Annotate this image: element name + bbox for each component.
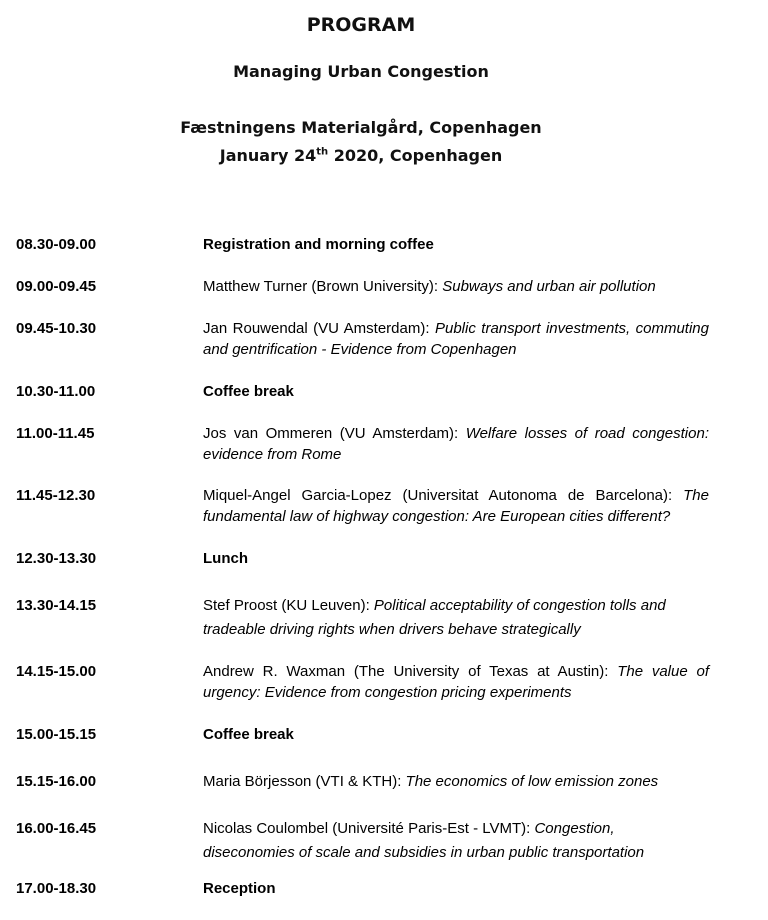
speaker-name: Nicolas Coulombel (Université Paris-Est - LVMT): <box>203 820 535 837</box>
schedule-time: 14.15-15.00 <box>16 663 97 680</box>
talk-title: The value of urgency: Evidence from congestion pricing experiments <box>203 663 709 701</box>
schedule-event: Registration and morning coffee <box>203 236 434 253</box>
talk-title: Congestion, <box>534 820 615 837</box>
speaker-name: Andrew R. Waxman (The University of Texas at Austin): <box>203 663 618 680</box>
schedule-time: 09.45-10.30 <box>16 320 97 337</box>
schedule-talk <box>203 318 709 360</box>
schedule-event: Coffee break <box>203 726 294 743</box>
talk-title-line-2: tradeable driving rights when drivers behave strategically <box>203 621 581 638</box>
talk-title: Public transport investments, commuting and gentrification - Evidence from Copenhagen <box>203 320 709 358</box>
event-date <box>0 146 722 165</box>
speaker-name: Jan Rouwendal (VU Amsterdam): <box>203 320 435 337</box>
event-date-ordinal: th <box>316 146 329 158</box>
event-date-prefix: January 24 <box>219 146 317 165</box>
program-heading: PROGRAM <box>306 14 416 36</box>
event-title: Managing Urban Congestion <box>233 62 489 81</box>
talk-title-line-2: diseconomies of scale and subsidies in urban public transportation <box>203 844 645 861</box>
talk-title: The fundamental law of highway congestion: Are European cities different? <box>203 487 709 525</box>
schedule-time: 15.00-15.15 <box>16 726 97 743</box>
schedule-time: 15.15-16.00 <box>16 773 97 790</box>
speaker-name: Jos van Ommeren (VU Amsterdam): <box>203 425 466 442</box>
schedule-time: 11.45-12.30 <box>16 487 96 504</box>
schedule-talk <box>203 661 709 703</box>
schedule-talk <box>203 276 709 297</box>
schedule-talk <box>203 595 709 640</box>
schedule-time: 08.30-09.00 <box>16 236 97 253</box>
schedule-time: 16.00-16.45 <box>16 820 97 837</box>
schedule-time: 17.00-18.30 <box>16 880 97 897</box>
speaker-name: Matthew Turner (Brown University): <box>203 278 443 295</box>
schedule-time: 12.30-13.30 <box>16 550 97 567</box>
talk-title: Subways and urban air pollution <box>442 278 656 295</box>
schedule-time: 09.00-09.45 <box>16 278 97 295</box>
schedule-talk <box>203 423 709 465</box>
schedule-event: Lunch <box>203 550 248 567</box>
talk-title: Political acceptability of congestion tolls and <box>373 597 666 614</box>
schedule-talk <box>203 818 709 863</box>
schedule-talk <box>203 485 709 527</box>
schedule-time: 13.30-14.15 <box>16 597 97 614</box>
talk-title: The economics of low emission zones <box>405 773 659 790</box>
schedule-time: 11.00-11.45 <box>16 425 95 442</box>
event-date-suffix: 2020, Copenhagen <box>328 146 503 165</box>
schedule-time: 10.30-11.00 <box>16 383 96 400</box>
schedule-event: Reception <box>203 880 276 897</box>
schedule-event: Coffee break <box>203 383 294 400</box>
schedule-talk <box>203 771 709 792</box>
speaker-name: Stef Proost (KU Leuven): <box>203 597 374 614</box>
speaker-name: Maria Börjesson (VTI & KTH): <box>203 773 406 790</box>
event-venue: Fæstningens Materialgård, Copenhagen <box>180 118 542 137</box>
speaker-name: Miquel-Angel Garcia-Lopez (Universitat Autonoma de Barcelona): <box>203 487 684 504</box>
talk-title: Welfare losses of road congestion: evidence from Rome <box>203 425 709 463</box>
